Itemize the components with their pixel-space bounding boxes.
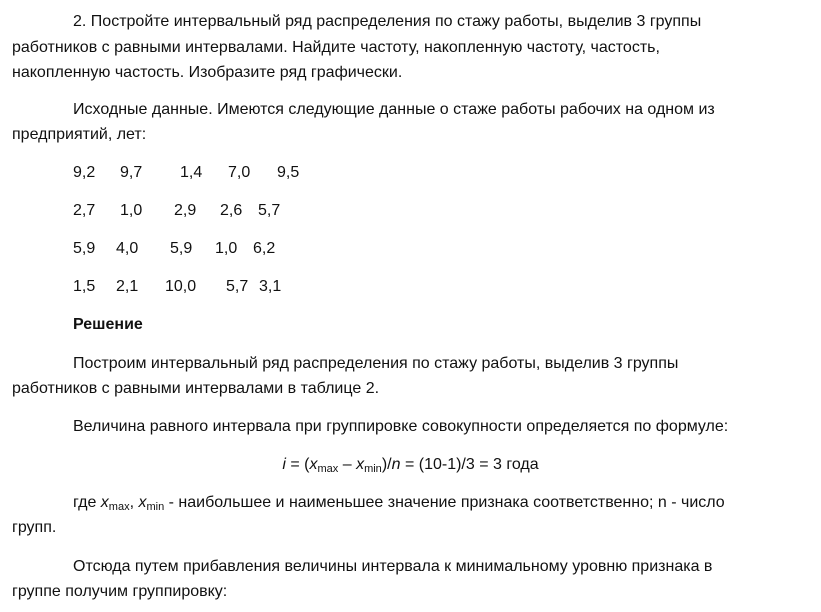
data-value: 1,0 bbox=[215, 240, 238, 257]
data-value: 1,0 bbox=[120, 202, 143, 219]
solution-line-1: Построим интервальный ряд распределения по стажу работы, выделив 3 группы bbox=[73, 355, 679, 372]
formula-sub-min: min bbox=[364, 463, 382, 475]
task-line-1: 2. Постройте интервальный ряд распределения по стажу работы, выделив 3 группы bbox=[73, 13, 702, 30]
formula-intro: Величина равного интервала при группировке совокупности определяется по формуле: bbox=[73, 418, 729, 435]
data-value: 2,7 bbox=[73, 202, 96, 219]
where-prefix: где bbox=[73, 494, 101, 511]
data-value: 2,6 bbox=[220, 202, 243, 219]
data-value: 5,9 bbox=[170, 240, 193, 257]
where-rest: - наибольшее и наименьшее значение признака соответственно; n - число bbox=[164, 494, 725, 511]
data-value: 7,0 bbox=[228, 164, 251, 181]
source-line-2: предприятий, лет: bbox=[12, 126, 147, 143]
data-value: 9,7 bbox=[120, 164, 143, 181]
data-value: 3,1 bbox=[259, 278, 282, 295]
data-value: 1,5 bbox=[73, 278, 96, 295]
formula-x-max: x bbox=[309, 456, 318, 473]
where-x-max: x bbox=[100, 494, 109, 511]
where-line-1 bbox=[73, 491, 725, 515]
formula-x-min: x bbox=[356, 456, 365, 473]
source-line-1: Исходные данные. Имеются следующие данные о стаже работы рабочих на одном из bbox=[73, 101, 715, 118]
data-value: 6,2 bbox=[253, 240, 276, 257]
data-value: 2,1 bbox=[116, 278, 139, 295]
where-sub-min: min bbox=[146, 501, 165, 513]
where-sub-max: max bbox=[108, 501, 130, 513]
formula-minus: – bbox=[338, 456, 357, 473]
data-value: 5,7 bbox=[226, 278, 249, 295]
data-value: 1,4 bbox=[180, 164, 203, 181]
formula-n: n bbox=[391, 456, 401, 473]
data-value: 2,9 bbox=[174, 202, 197, 219]
formula-rest: = (10-1)/3 = 3 года bbox=[400, 456, 539, 473]
solution-line-2: работников с равными интервалами в таблице 2. bbox=[12, 380, 380, 397]
formula-sub-max: max bbox=[317, 463, 339, 475]
formula-eq: = ( bbox=[285, 456, 310, 473]
data-value: 9,2 bbox=[73, 164, 96, 181]
task-line-3: накопленную частость. Изобразите ряд графически. bbox=[12, 64, 403, 81]
data-value: 9,5 bbox=[277, 164, 300, 181]
where-comma: , bbox=[129, 494, 139, 511]
where-line-2: групп. bbox=[12, 519, 57, 536]
final-line-1: Отсюда путем прибавления величины интервала к минимальному уровню признака в bbox=[73, 558, 713, 575]
task-line-2: работников с равными интервалами. Найдите частоту, накопленную частоту, частость, bbox=[12, 39, 660, 56]
where-x-min: x bbox=[138, 494, 147, 511]
final-line-2: группе получим группировку: bbox=[12, 583, 228, 600]
data-value: 10,0 bbox=[165, 278, 197, 295]
formula-slash: )/ bbox=[381, 456, 392, 473]
data-value: 5,7 bbox=[258, 202, 281, 219]
data-value: 4,0 bbox=[116, 240, 139, 257]
solution-heading: Решение bbox=[73, 316, 143, 333]
data-value: 5,9 bbox=[73, 240, 96, 257]
formula-i: i bbox=[282, 456, 286, 473]
formula bbox=[0, 453, 821, 477]
